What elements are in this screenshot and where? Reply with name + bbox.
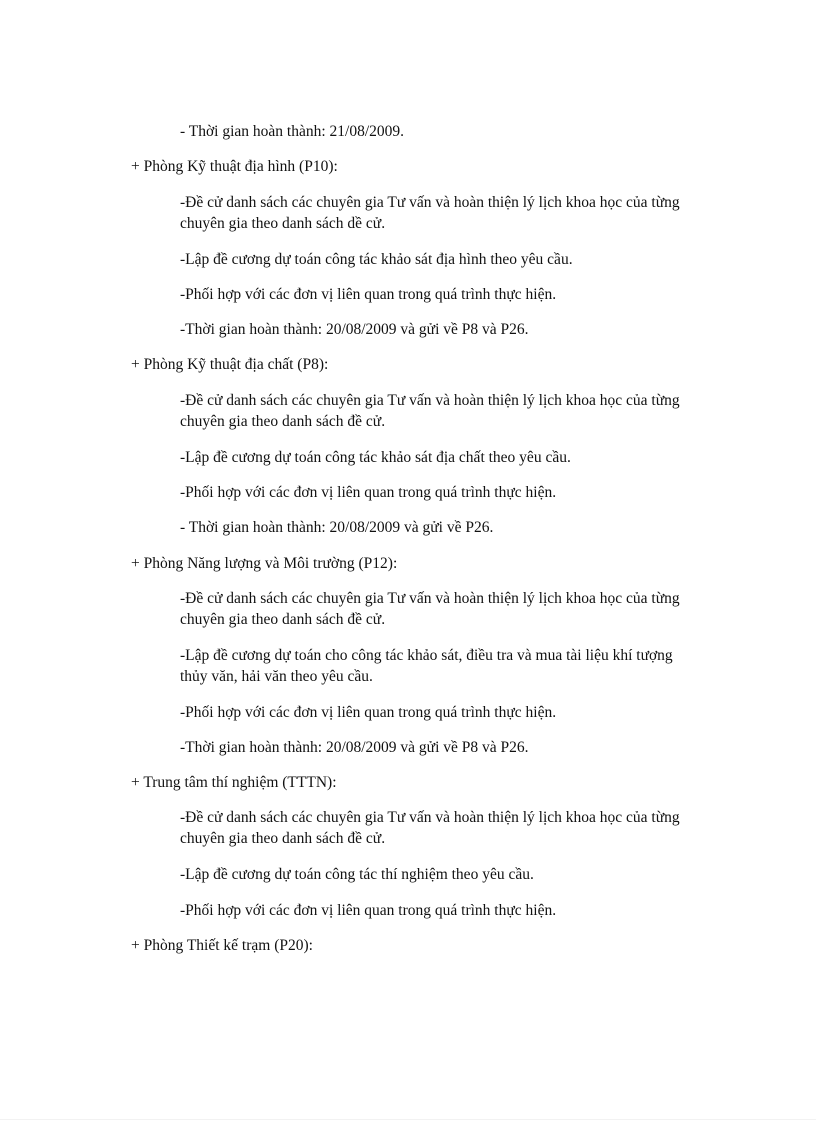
list-item-line: -Thời gian hoàn thành: 20/08/2009 và gửi về P8 và P26. [180,321,529,338]
list-item-line: -Đề cử danh sách các chuyên gia Tư vấn và hoàn thiện lý lịch khoa học của từng [180,809,680,826]
list-item-line: -Lập đề cương dự toán cho công tác khảo sát, điều tra và mua tài liệu khí tượng [180,647,673,664]
list-item-line: -Lập đề cương dự toán công tác thí nghiệm theo yêu cầu. [180,866,534,883]
list-item-line: chuyên gia theo danh sách dề cử. [180,215,386,232]
section-heading-tttn: + Trung tâm thí nghiệm (TTTN): [131,774,337,791]
section-heading-p10: + Phòng Kỹ thuật địa hình (P10): [131,158,338,175]
list-item-line: -Phối hợp với các đơn vị liên quan trong quá trình thực hiện. [180,484,557,501]
list-item-line: -Đề cử danh sách các chuyên gia Tư vấn và hoàn thiện lý lịch khoa học của từng [180,392,680,409]
list-item-line: -Lập đề cương dự toán công tác khảo sát địa chất theo yêu cầu. [180,449,571,466]
section-heading-p8: + Phòng Kỹ thuật địa chất (P8): [131,356,329,373]
page-edge-divider [0,1119,816,1120]
section-heading-p20: + Phòng Thiết kế trạm (P20): [131,937,313,954]
list-item-line: -Thời gian hoàn thành: 20/08/2009 và gửi về P8 và P26. [180,739,529,756]
list-item-line: chuyên gia theo danh sách đề cử. [180,413,386,430]
list-item-line: -Phối hợp với các đơn vị liên quan trong quá trình thực hiện. [180,286,557,303]
list-item-line: -Phối hợp với các đơn vị liên quan trong quá trình thực hiện. [180,902,557,919]
completion-time-item: - Thời gian hoàn thành: 21/08/2009. [180,123,405,140]
list-item-line: chuyên gia theo danh sách đề cử. [180,611,386,628]
section-heading-p12: + Phòng Năng lượng và Môi trường (P12): [131,555,398,572]
list-item-line: -Đề cử danh sách các chuyên gia Tư vấn và hoàn thiện lý lịch khoa học của từng [180,590,680,607]
list-item-line: thủy văn, hải văn theo yêu cầu. [180,668,373,685]
list-item-line: chuyên gia theo danh sách đề cử. [180,830,386,847]
list-item-line: -Đề cử danh sách các chuyên gia Tư vấn và hoàn thiện lý lịch khoa học của từng [180,194,680,211]
list-item-line: - Thời gian hoàn thành: 20/08/2009 và gửi về P26. [180,519,494,536]
list-item-line: -Lập đề cương dự toán công tác khảo sát địa hình theo yêu cầu. [180,251,573,268]
list-item-line: -Phối hợp với các đơn vị liên quan trong quá trình thực hiện. [180,704,557,721]
